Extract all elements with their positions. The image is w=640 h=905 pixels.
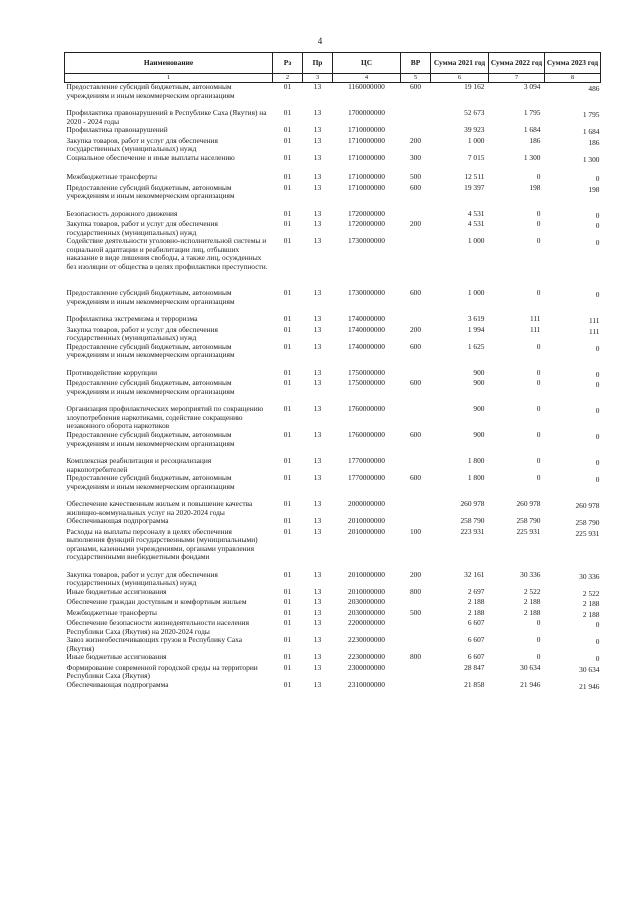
row-cs: 2230000000 — [348, 635, 385, 645]
spacer-cell — [65, 271, 601, 280]
row-vr: 600 — [409, 288, 422, 298]
row-pr: 13 — [313, 82, 322, 91]
row-name: Межбюджетные трансферты — [66, 607, 157, 617]
page-number: 4 — [317, 36, 323, 46]
row-vr — [401, 500, 431, 517]
table-row — [65, 289, 601, 306]
row-sum-2023: 198 — [588, 184, 600, 194]
row-sum-2021: 12 511 — [464, 172, 485, 182]
row-cs: 2310000000 — [348, 679, 385, 689]
col-number: 3 — [303, 74, 333, 83]
row-cs: 1730000000 — [348, 288, 385, 298]
row-cs: 2030000000 — [348, 607, 385, 617]
row-rz: 01 — [283, 499, 292, 509]
row-pr: 13 — [313, 635, 322, 645]
row-name: Обеспечивающая подпрограмма — [66, 516, 169, 526]
row-sum-2022: 186 — [529, 135, 541, 145]
row-name: Закупка товаров, работ и услуг для обеспечения государственных (муниципальных) нужд — [66, 135, 218, 154]
row-sum-2023: 0 — [595, 637, 600, 647]
row-pr: 13 — [313, 652, 322, 662]
row-vr: 500 — [409, 172, 422, 182]
row-pr: 13 — [313, 679, 322, 689]
row-sum-2022: 198 — [529, 182, 541, 192]
row-cs: 1720000000 — [348, 208, 385, 218]
row-name: Профилактика правонарушений — [66, 125, 168, 135]
row-sum-2022: 0 — [536, 378, 541, 388]
row-sum-2021: 6 607 — [467, 652, 485, 662]
row-name: Профилактика правонарушений в Республике Саха (Якутия) на 2020 - 2024 годы — [66, 108, 267, 126]
row-cs: 1770000000 — [348, 473, 385, 483]
row-rz: 01 — [283, 429, 292, 439]
table-row — [65, 184, 601, 201]
row-sum-2021: 32 161 — [464, 569, 485, 579]
row-sum-2022: 1 795 — [523, 108, 541, 118]
row-pr: 13 — [313, 662, 322, 672]
col-number: 8 — [545, 74, 601, 83]
col-number: 2 — [273, 74, 303, 83]
table-row — [65, 636, 601, 653]
row-sum-2023: 1 795 — [582, 110, 600, 120]
row-sum-2022: 0 — [536, 208, 541, 218]
row-name: Расходы на выплаты персоналу в целях обеспечения выполнения функций государственными (муниципальными) органами, казенными учреждениями, органами управления государственными внебюджетными фондами — [66, 526, 258, 562]
row-vr: 600 — [409, 341, 422, 351]
row-vr: 800 — [409, 652, 422, 662]
row-name: Предоставление субсидий бюджетным, автономным учреждениям и иным некоммерческим организациям — [66, 429, 235, 448]
row-sum-2022: 1 300 — [523, 152, 541, 162]
row-cs: 2000000000 — [348, 499, 385, 509]
row-sum-2022: 111 — [529, 314, 541, 324]
table-row — [65, 500, 601, 517]
row-rz: 01 — [283, 324, 292, 334]
row-pr: 13 — [313, 618, 322, 628]
row-rz: 01 — [283, 208, 292, 218]
row-sum-2022: 2 522 — [523, 586, 541, 596]
col-number: 6 — [431, 74, 489, 83]
row-sum-2022: 0 — [536, 635, 541, 645]
row-sum-2021: 6 607 — [467, 618, 485, 628]
row-sum-2022: 0 — [536, 652, 541, 662]
row-cs: 1710000000 — [348, 152, 385, 162]
row-vr: 200 — [409, 219, 422, 229]
row-sum-2022: 0 — [536, 404, 541, 414]
row-sum-2021: 21 858 — [464, 679, 485, 689]
row-name: Противодействие коррупции — [66, 367, 158, 377]
row-name: Обеспечение безопасности жизнедеятельности населения Республики Саха (Якутия) на 2020-2024 годы — [66, 618, 250, 636]
row-sum-2022: 111 — [529, 324, 541, 334]
row-sum-2023: 0 — [595, 380, 600, 390]
row-name: Закупка товаров, работ и услуг для обеспечения государственных (муниципальных) нужд — [66, 219, 218, 237]
row-name: Обеспечение качественным жильем и повышение качества жилищно-коммунальных услуг на 2020-2024 годы — [66, 499, 253, 517]
row-sum-2021: 900 — [473, 404, 485, 414]
row-vr: 600 — [409, 378, 422, 388]
row-sum-2021: 223 931 — [460, 526, 485, 536]
row-sum-2021: 2 697 — [467, 586, 485, 596]
table-row — [65, 528, 601, 562]
row-sum-2021: 900 — [473, 378, 485, 388]
row-cs: 2010000000 — [348, 586, 385, 596]
row-cs: 2200000000 — [348, 618, 385, 628]
row-rz: 01 — [283, 367, 292, 377]
row-sum-2021: 900 — [473, 429, 485, 439]
row-cs: 2010000000 — [348, 516, 385, 526]
row-name: Закупка товаров, работ и услуг для обеспечения государственных (муниципальных) нужд — [66, 324, 218, 343]
row-cs: 1740000000 — [348, 341, 385, 351]
row-name: Предоставление субсидий бюджетным, автономным учреждениям и иным некоммерческим организациям — [66, 473, 235, 491]
row-sum-2023: 2 188 — [582, 609, 600, 619]
row-rz: 01 — [283, 404, 292, 414]
col-header-rz: Рз — [273, 53, 303, 74]
row-name: Предоставление субсидий бюджетным, автономным учреждениям и иным некоммерческим организациям — [66, 82, 235, 100]
row-sum-2021: 52 673 — [464, 108, 485, 118]
row-pr: 13 — [313, 324, 322, 334]
row-cs: 2030000000 — [348, 597, 385, 607]
row-sum-2022: 0 — [536, 172, 541, 182]
row-cs: 1710000000 — [348, 182, 385, 192]
row-sum-2022: 0 — [536, 367, 541, 377]
table-row — [65, 664, 601, 681]
row-sum-2023: 0 — [595, 174, 600, 184]
row-rz: 01 — [283, 618, 292, 628]
row-rz: 01 — [283, 526, 292, 536]
row-sum-2021: 39 923 — [464, 125, 485, 135]
table-row — [65, 109, 601, 126]
row-pr: 13 — [313, 172, 322, 182]
row-sum-2023: 0 — [595, 406, 600, 416]
row-rz: 01 — [283, 125, 292, 135]
row-sum-2022: 0 — [536, 456, 541, 466]
row-rz: 01 — [283, 652, 292, 662]
table-row — [65, 681, 601, 692]
row-pr: 13 — [313, 219, 322, 229]
row-sum-2023: 111 — [588, 326, 600, 336]
row-sum-2022: 21 946 — [520, 679, 541, 689]
row-name: Иные бюджетные ассигнования — [66, 586, 167, 596]
row-rz: 01 — [283, 172, 292, 182]
row-sum-2022: 3 094 — [523, 82, 541, 91]
row-rz: 01 — [283, 219, 292, 229]
row-sum-2022: 2 188 — [523, 597, 541, 607]
row-cs: 1750000000 — [348, 367, 385, 377]
row-cs: 1710000000 — [348, 172, 385, 182]
row-sum-2022: 30 634 — [520, 662, 541, 672]
table-row — [65, 126, 601, 137]
row-cs: 1770000000 — [348, 456, 385, 466]
row-pr: 13 — [313, 208, 322, 218]
row-cs: 1720000000 — [348, 219, 385, 229]
row-rz: 01 — [283, 597, 292, 607]
row-pr: 13 — [313, 236, 322, 246]
table-row — [65, 571, 601, 588]
row-pr: 13 — [313, 429, 322, 439]
row-sum-2021: 3 619 — [467, 314, 485, 324]
row-cs: 2010000000 — [348, 569, 385, 579]
row-pr: 13 — [313, 607, 322, 617]
row-rz: 01 — [283, 82, 292, 91]
row-sum-2021: 258 790 — [460, 516, 485, 526]
row-pr: 13 — [313, 569, 322, 579]
row-name: Предоставление субсидий бюджетным, автономным учреждениям и иным некоммерческим организациям — [66, 182, 235, 201]
row-sum-2021: 4 531 — [467, 208, 485, 218]
row-sum-2023: 486 — [588, 84, 600, 93]
row-pr: 13 — [313, 597, 322, 607]
row-sum-2023: 0 — [595, 290, 600, 300]
row-sum-2021: 28 847 — [464, 662, 485, 672]
row-sum-2023: 111 — [588, 316, 600, 326]
row-sum-2023: 225 931 — [575, 528, 600, 538]
row-sum-2021: 1 625 — [467, 341, 485, 351]
row-name: Межбюджетные трансферты — [66, 172, 157, 182]
row-sum-2021: 7 015 — [467, 152, 485, 162]
row-sum-2021: 19 162 — [464, 82, 485, 91]
row-cs: 2300000000 — [348, 662, 385, 672]
row-rz: 01 — [283, 679, 292, 689]
row-vr — [401, 237, 431, 271]
row-name: Предоставление субсидий бюджетным, автономным учреждениям и иным некоммерческим организациям — [66, 378, 235, 396]
row-sum-2023: 1 684 — [582, 127, 600, 137]
row-name: Закупка товаров, работ и услуг для обеспечения государственных (муниципальных) нужд — [66, 569, 218, 588]
row-rz: 01 — [283, 341, 292, 351]
row-vr — [401, 126, 431, 137]
col-header-name: Наименование — [65, 53, 273, 74]
row-rz: 01 — [283, 152, 292, 162]
row-cs: 1740000000 — [348, 314, 385, 324]
row-sum-2022: 2 188 — [523, 607, 541, 617]
row-sum-2023: 0 — [595, 343, 600, 353]
row-sum-2022: 260 978 — [516, 499, 541, 509]
row-sum-2022: 0 — [536, 473, 541, 483]
row-sum-2022: 0 — [536, 288, 541, 298]
row-sum-2021: 1 000 — [467, 236, 485, 246]
row-vr: 300 — [409, 152, 422, 162]
row-pr: 13 — [313, 152, 322, 162]
table-row — [65, 431, 601, 448]
row-vr: 600 — [409, 82, 422, 91]
row-sum-2023: 0 — [595, 210, 600, 220]
row-cs: 1710000000 — [348, 135, 385, 145]
row-sum-2023: 0 — [595, 431, 600, 441]
col-header-cs: ЦС — [333, 53, 401, 74]
row-cs: 1700000000 — [348, 108, 385, 118]
row-pr: 13 — [313, 456, 322, 466]
row-name: Обеспечивающая подпрограмма — [66, 679, 169, 689]
row-rz: 01 — [283, 378, 292, 388]
row-sum-2022: 0 — [536, 341, 541, 351]
row-sum-2022: 0 — [536, 236, 541, 246]
row-rz: 01 — [283, 135, 292, 145]
row-pr: 13 — [313, 404, 322, 414]
row-sum-2021: 1 800 — [467, 473, 485, 483]
row-vr — [401, 109, 431, 126]
table-row — [65, 237, 601, 271]
row-rz: 01 — [283, 108, 292, 118]
row-sum-2022: 0 — [536, 429, 541, 439]
row-sum-2022: 0 — [536, 618, 541, 628]
row-name: Завоз жизнеобеспечивающих грузов в Республику Саха (Якутия) — [66, 635, 243, 653]
row-sum-2023: 0 — [595, 458, 600, 468]
row-sum-2023: 258 790 — [575, 518, 600, 528]
row-sum-2023: 30 634 — [579, 664, 600, 674]
row-sum-2023: 21 946 — [579, 681, 600, 691]
row-sum-2023: 0 — [595, 654, 600, 664]
row-pr: 13 — [313, 314, 322, 324]
col-number: 1 — [65, 74, 273, 83]
row-sum-2023: 186 — [588, 137, 600, 147]
row-name: Социальное обеспечение и иные выплаты населению — [66, 152, 235, 162]
col-header-sum-2022: Сумма 2022 год — [489, 53, 545, 74]
row-sum-2022: 258 790 — [516, 516, 541, 526]
table-row — [65, 326, 601, 343]
row-spacer — [65, 271, 601, 280]
row-rz: 01 — [283, 662, 292, 672]
col-number: 5 — [401, 74, 431, 83]
row-sum-2021: 1 800 — [467, 456, 485, 466]
row-rz: 01 — [283, 516, 292, 526]
col-header-sum-2023: Сумма 2023 год — [545, 53, 601, 74]
row-sum-2023: 1 300 — [582, 154, 600, 164]
row-pr: 13 — [313, 586, 322, 596]
row-sum-2023: 0 — [595, 620, 600, 630]
row-name: Обеспечение граждан доступным и комфортным жильем — [66, 597, 247, 607]
table-row — [65, 137, 601, 154]
row-vr: 800 — [409, 586, 422, 596]
row-sum-2022: 225 931 — [516, 526, 541, 536]
row-vr — [401, 457, 431, 474]
budget-table — [64, 52, 601, 691]
row-cs: 1740000000 — [348, 324, 385, 334]
row-cs: 1730000000 — [348, 236, 385, 246]
row-sum-2022: 1 684 — [523, 125, 541, 135]
row-name: Предоставление субсидий бюджетным, автономным учреждениям и иным некоммерческим организациям — [66, 341, 235, 360]
row-vr: 600 — [409, 473, 422, 483]
row-sum-2021: 260 978 — [460, 499, 485, 509]
row-pr: 13 — [313, 367, 322, 377]
row-name: Профилактика экстремизма и терроризма — [66, 314, 198, 324]
row-pr: 13 — [313, 125, 322, 135]
row-vr — [401, 619, 431, 636]
row-cs: 1760000000 — [348, 429, 385, 439]
row-rz: 01 — [283, 314, 292, 324]
table-row — [65, 83, 601, 101]
table-row — [65, 474, 601, 491]
table-row — [65, 220, 601, 237]
row-pr: 13 — [313, 108, 322, 118]
row-rz: 01 — [283, 456, 292, 466]
row-sum-2021: 6 607 — [467, 635, 485, 645]
row-pr: 13 — [313, 378, 322, 388]
row-pr: 13 — [313, 135, 322, 145]
row-rz: 01 — [283, 586, 292, 596]
row-sum-2021: 4 531 — [467, 219, 485, 229]
row-pr: 13 — [313, 182, 322, 192]
table-row — [65, 405, 601, 431]
row-rz: 01 — [283, 473, 292, 483]
table-row — [65, 343, 601, 360]
row-vr: 200 — [409, 569, 422, 579]
row-sum-2021: 1 994 — [467, 324, 485, 334]
row-vr: 600 — [409, 429, 422, 439]
row-name: Предоставление субсидий бюджетным, автономным учреждениям и иным некоммерческим организациям — [66, 288, 235, 306]
row-name: Безопасность дорожного движения — [66, 208, 178, 218]
row-sum-2021: 1 000 — [467, 135, 485, 145]
row-pr: 13 — [313, 526, 322, 536]
row-pr: 13 — [313, 341, 322, 351]
row-rz: 01 — [283, 635, 292, 645]
row-sum-2023: 0 — [595, 475, 600, 485]
row-sum-2023: 0 — [595, 238, 600, 248]
header-row — [65, 53, 601, 74]
row-sum-2021: 900 — [473, 367, 485, 377]
col-number: 4 — [333, 74, 401, 83]
row-vr — [401, 636, 431, 653]
row-vr — [401, 681, 431, 692]
row-pr: 13 — [313, 499, 322, 509]
row-sum-2023: 0 — [595, 369, 600, 379]
row-sum-2021: 19 397 — [464, 182, 485, 192]
row-sum-2021: 1 000 — [467, 288, 485, 298]
row-sum-2022: 30 336 — [520, 569, 541, 579]
row-sum-2022: 0 — [536, 219, 541, 229]
row-sum-2023: 30 336 — [579, 571, 600, 581]
table-row — [65, 619, 601, 636]
row-cs: 1760000000 — [348, 404, 385, 414]
row-cs: 1710000000 — [348, 125, 385, 135]
table-row — [65, 379, 601, 396]
row-cs: 2010000000 — [348, 526, 385, 536]
row-vr: 100 — [409, 526, 422, 536]
row-vr — [401, 405, 431, 431]
row-name: Организация профилактических мероприятий по сокращению злоупотребления наркотиками, содействие сокращению незаконного оборота наркотиков — [66, 404, 264, 431]
row-sum-2023: 2 522 — [582, 588, 600, 598]
row-sum-2021: 2 188 — [467, 597, 485, 607]
row-vr: 200 — [409, 324, 422, 334]
row-rz: 01 — [283, 182, 292, 192]
col-header-vr: ВР — [401, 53, 431, 74]
row-vr — [401, 664, 431, 681]
table-row — [65, 457, 601, 474]
row-sum-2021: 2 188 — [467, 607, 485, 617]
row-pr: 13 — [313, 516, 322, 526]
row-vr: 200 — [409, 135, 422, 145]
row-name: Формирование современной городской среды на территории Республики Саха (Якутия) — [66, 662, 258, 681]
row-sum-2023: 0 — [595, 221, 600, 231]
table-body — [65, 83, 601, 692]
row-rz: 01 — [283, 288, 292, 298]
row-name: Комплексная реабилитация и ресоциализация наркопотребителей — [66, 456, 212, 474]
row-name: Иные бюджетные ассигнования — [66, 652, 167, 662]
row-cs: 2230000000 — [348, 652, 385, 662]
row-sum-2023: 2 188 — [582, 599, 600, 609]
col-header-pr: Пр — [303, 53, 333, 74]
row-rz: 01 — [283, 236, 292, 246]
row-rz: 01 — [283, 569, 292, 579]
row-rz: 01 — [283, 607, 292, 617]
table-row — [65, 154, 601, 165]
row-name: Содействие деятельности уголовно-исполнительной системы и социальной адаптации и реабилитации лиц, отбывших наказание в виде лишения свободы, а также лиц, осужденных без изоляции от общества в целях профилактики преступности. — [66, 236, 268, 271]
col-header-sum-2021: Сумма 2021 год — [431, 53, 489, 74]
row-vr: 500 — [409, 607, 422, 617]
row-cs: 1160000000 — [348, 82, 385, 91]
row-pr: 13 — [313, 288, 322, 298]
row-vr: 600 — [409, 182, 422, 192]
row-sum-2023: 260 978 — [575, 501, 600, 511]
row-pr: 13 — [313, 473, 322, 483]
col-number: 7 — [489, 74, 545, 83]
row-cs: 1750000000 — [348, 378, 385, 388]
